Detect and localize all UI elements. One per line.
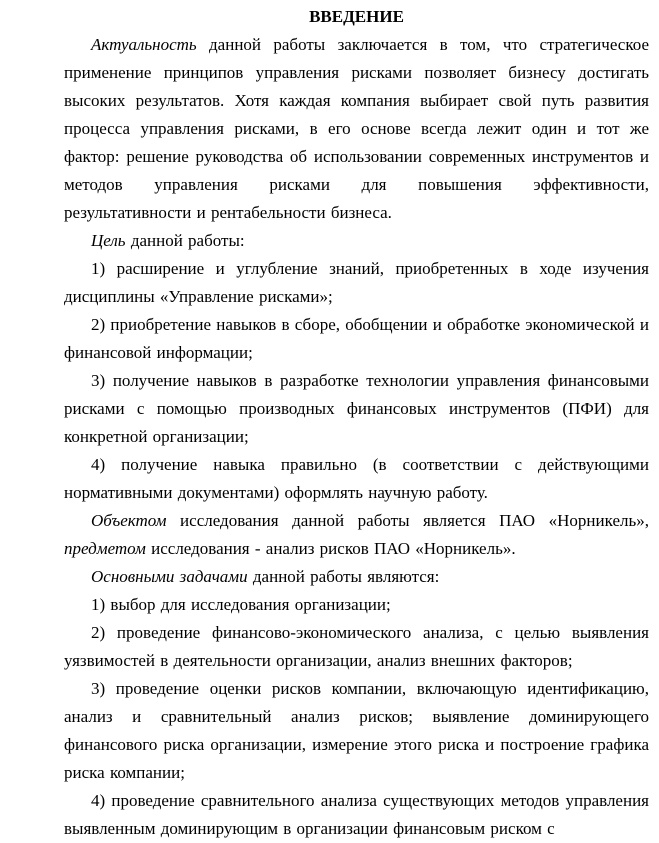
paragraph-text: 3) проведение оценки рисков компании, включающую идентификацию, анализ и сравнительный анализ рисков; выявление доминирующего финансового риска организации, измерение этого риска и построение графика риска компании; xyxy=(64,679,649,782)
list-item-paragraph xyxy=(64,787,649,843)
list-item-paragraph xyxy=(64,619,649,675)
paragraph-lead-italic: Основными задачами xyxy=(91,567,248,586)
list-item-paragraph xyxy=(64,255,649,311)
paragraph xyxy=(64,563,649,591)
paragraph-text: данной работы заключается в том, что стратегическое применение принципов управления рисками позволяет бизнесу достигать высоких результатов. Хотя каждая компания выбирает свой путь развития процесса управления рисками, в его основе всегда лежит один и тот же фактор: решение руководства об использовании современных инструментов и методов управления рисками для повышения эффективности, результативности и рентабельности бизнеса. xyxy=(64,35,649,222)
paragraph xyxy=(64,227,649,255)
list-item-paragraph xyxy=(64,675,649,787)
list-item-paragraph xyxy=(64,451,649,507)
paragraph-text: исследования - анализ рисков ПАО «Норникель». xyxy=(145,539,516,558)
paragraph-text: данной работы являются: xyxy=(247,567,440,586)
paragraph xyxy=(64,31,649,227)
paragraph-text: 3) получение навыков в разработке технологии управления финансовыми рисками с помощью производных финансовых инструментов (ПФИ) для конкретной организации; xyxy=(64,371,649,446)
paragraph xyxy=(64,507,649,563)
paragraph-text: 2) приобретение навыков в сборе, обобщении и обработке экономической и финансовой информации; xyxy=(64,315,649,362)
paragraph-text: 4) получение навыка правильно (в соответствии с действующими нормативными документами) оформлять научную работу. xyxy=(64,455,649,502)
list-item-paragraph xyxy=(64,311,649,367)
document-title: ВВЕДЕНИЕ xyxy=(309,7,404,26)
list-item-paragraph xyxy=(64,591,649,619)
paragraph-lead-italic: Актуальность xyxy=(91,35,197,54)
paragraph-mid-italic: предметом xyxy=(64,539,146,558)
paragraph-text: 4) проведение сравнительного анализа существующих методов управления выявленным доминирующим в организации финансовым риском с xyxy=(64,791,649,838)
paragraph-text: 1) расширение и углубление знаний, приобретенных в ходе изучения дисциплины «Управление рисками»; xyxy=(64,259,649,306)
paragraph-lead-italic: Цель xyxy=(91,231,126,250)
list-item-paragraph xyxy=(64,367,649,451)
paragraph-lead-italic: Объектом xyxy=(91,511,167,530)
paragraph-text: 1) выбор для исследования организации; xyxy=(91,595,391,614)
paragraph-text: 2) проведение финансово-экономического анализа, с целью выявления уязвимостей в деятельности организации, анализ внешних факторов; xyxy=(64,623,649,670)
paragraph-text: данной работы: xyxy=(125,231,245,250)
paragraph-text: исследования данной работы является ПАО «Норникель», xyxy=(166,511,649,530)
